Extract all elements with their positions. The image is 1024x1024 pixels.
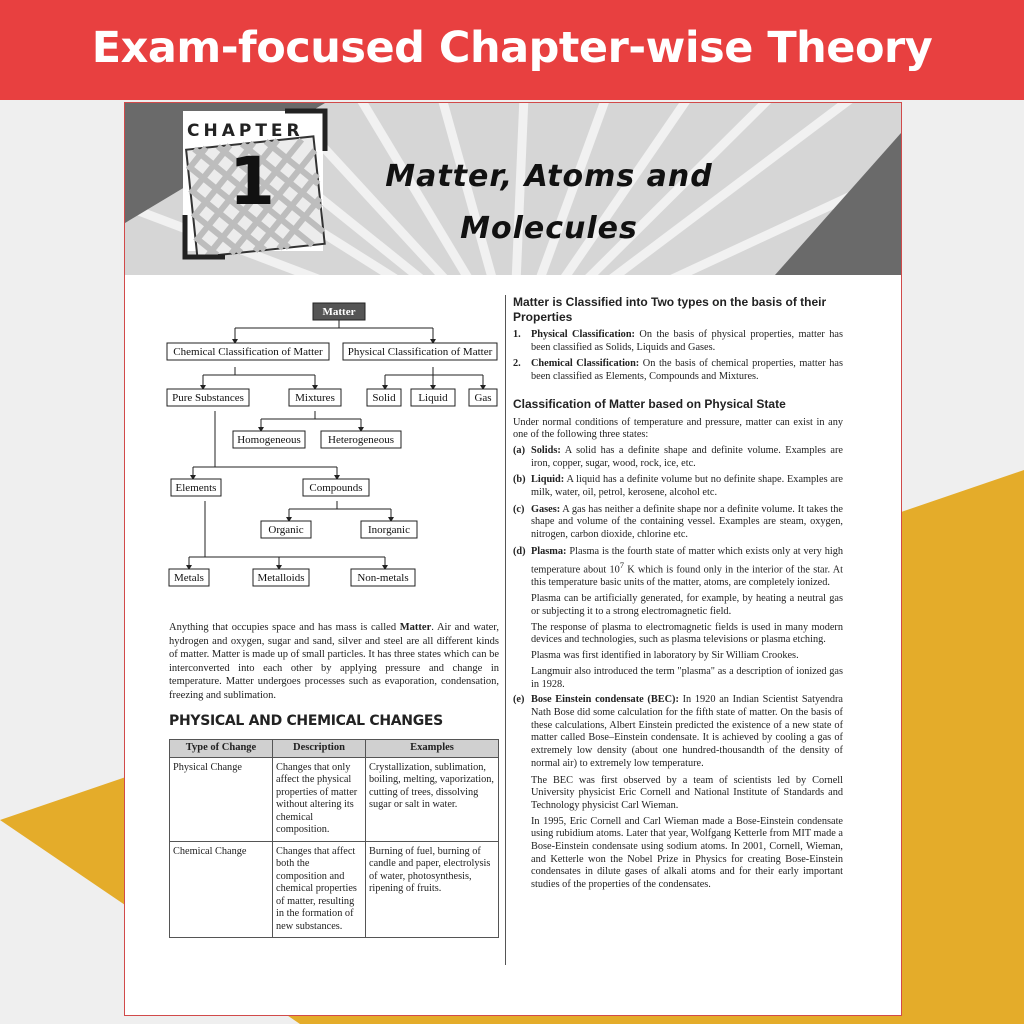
table-row	[170, 757, 499, 841]
node-elements: Elements	[175, 482, 217, 494]
right-column	[513, 295, 843, 895]
item-term: Chemical Classification:	[531, 358, 640, 370]
table-cell: Changes that affect both the composition and chemical properties of matter, resulting in the formation of new substances.	[273, 841, 366, 938]
item-marker: (d)	[513, 545, 526, 557]
table-row	[170, 841, 499, 938]
table-cell: Changes that only affect the physical properties of matter without altering its chemical composition.	[273, 757, 366, 841]
item-marker: 2.	[513, 358, 521, 370]
item-marker: 1.	[513, 329, 521, 340]
item-term: Physical Classification:	[531, 329, 635, 340]
node-heterogeneous: Heterogeneous	[328, 434, 394, 446]
matter-classification-diagram	[165, 295, 505, 605]
item-text: In 1920 an Indian Scientist Satyendra Nath Bose did some calculation for the fifth state of matter. On the basis of these calculations, Albert Einstein predicted the existence of a new state of matter called Bose–Einstein condensate. It is achieved by cooling a gas of extremely low density (about one hundred-thousandth of the density of normal air) to extremely low temperature.	[531, 694, 843, 769]
item-term: Bose Einstein condensate (BEC):	[531, 694, 679, 706]
item-term: Plasma:	[531, 545, 567, 557]
heading-physical-state: Classification of Matter based on Physical State	[513, 396, 786, 411]
col-examples: Examples	[366, 740, 499, 758]
col-description: Description	[273, 740, 366, 758]
banner-title: Exam-focused Chapter-wise Theory	[0, 0, 1024, 100]
item-marker: (a)	[513, 444, 526, 456]
bec-paragraph: The BEC was first observed by a team of scientists led by Cornell University physicist Eric Cornell and National Institute of Standards and Technology physicist Carl Wieman.	[531, 774, 843, 811]
item-marker: (e)	[513, 694, 525, 706]
item-marker: (b)	[513, 474, 526, 486]
node-metalloids: Metalloids	[257, 572, 305, 584]
chapter-label: CHAPTER	[187, 121, 304, 141]
plasma-paragraph: Plasma was first identified in laboratory by Sir William Crookes.	[531, 650, 799, 662]
item-text: On the basis of chemical properties, matter has been classified as Elements, Compounds and Mixtures.	[531, 358, 843, 383]
table-cell: Burning of fuel, burning of candle and paper, electrolysis of water, photosynthesis, ripening of fruits.	[366, 841, 499, 938]
item-text: On the basis of physical properties, matter has been classified as Solids, Liquids and Gases.	[531, 329, 843, 353]
chapter-number: 1	[229, 143, 275, 220]
intro-bold-term: Matter	[399, 622, 432, 633]
node-metals: Metals	[174, 572, 204, 584]
node-pure-substances: Pure Substances	[172, 392, 244, 404]
chapter-title-line-1: Matter, Atoms and	[385, 159, 713, 194]
node-matter: Matter	[322, 306, 356, 318]
item-term: Solids:	[531, 444, 561, 456]
table-cell: Chemical Change	[170, 841, 273, 938]
node-chemical-classification: Chemical Classification of Matter	[173, 346, 323, 358]
col-type: Type of Change	[170, 740, 273, 758]
table-cell: Crystallization, sublimation, boiling, melting, vaporization, cutting of trees, dissolving sugar or salt in water.	[366, 757, 499, 841]
book-page	[124, 102, 902, 1016]
bec-paragraph: In 1995, Eric Cornell and Carl Wieman made a Bose-Einstein condensate using rubidium atoms. Later that year, Wolfgang Ketterle from MIT made a Bose-Einstein condensate using sodium atoms. In 2001, Cornell, Wieman, and Ketterle won the Nobel Prize in Physics for creating Bose-Einstein condensates in dilute gases of alkali atoms and for their early important studies of the properties of the condensates.	[531, 815, 843, 891]
item-marker: (c)	[513, 503, 525, 515]
list-item-bec	[513, 694, 843, 770]
node-organic: Organic	[268, 524, 304, 536]
list-item	[513, 358, 843, 383]
item-term: Liquid:	[531, 474, 565, 486]
list-item	[513, 504, 843, 542]
changes-table	[169, 739, 499, 938]
node-physical-classification: Physical Classification of Matter	[347, 346, 493, 358]
node-gas: Gas	[474, 392, 492, 404]
item-text: A solid has a definite shape and definite volume. Examples are iron, copper, sugar, wood, rock, ice, etc.	[531, 444, 843, 469]
node-compounds: Compounds	[309, 482, 363, 494]
item-text: A gas has neither a definite shape nor a definite volume. It takes the shape and volume of the containing vessel. Examples are steam, oxygen, nitrogen, carbon dioxide, chlorine etc.	[531, 503, 843, 541]
node-homogeneous: Homogeneous	[237, 434, 301, 446]
intro-paragraph	[169, 621, 499, 702]
list-item	[513, 474, 843, 499]
node-liquid: Liquid	[418, 392, 448, 404]
intro-text-1: Anything that occupies space and has mass is called	[169, 622, 400, 633]
item-text: A liquid has a definite volume but no definite shape. Examples are milk, water, oil, petrol, kerosene, alcohol etc.	[531, 474, 843, 499]
node-inorganic: Inorganic	[368, 524, 410, 536]
column-divider	[505, 295, 506, 965]
node-non-metals: Non-metals	[357, 572, 409, 584]
physical-state-intro: Under normal conditions of temperature and pressure, matter can exist in any one of the following three states:	[513, 416, 843, 441]
item-term: Gases:	[531, 503, 561, 515]
node-solid: Solid	[372, 392, 396, 404]
plasma-paragraph: Langmuir also introduced the term "plasma" as a description of ionized gas in 1928.	[531, 665, 843, 690]
table-cell: Physical Change	[170, 757, 273, 841]
plasma-paragraph: The response of plasma to electromagnetic fields is used in many modern devices and technologies, such as plasma televisions or plasma etching.	[531, 621, 843, 646]
intro-text-2: . Air and water, hydrogen and oxygen, sugar and sand, silver and steel are all different kinds of matter. Matter is made up of small particles. It has three states which can be interconverted into each other by applying pressure and change in temperature. Matter undergoes processes such as evaporation, condensation, freezing and sublimation.	[169, 622, 499, 701]
section-heading-changes: PHYSICAL AND CHEMICAL CHANGES	[169, 713, 443, 729]
list-item-plasma	[513, 546, 843, 590]
chapter-title-line-2: Molecules	[460, 211, 638, 246]
plasma-paragraph: Plasma can be artificially generated, for example, by heating a neutral gas or subjecting it to a strong electromagnetic field.	[531, 593, 843, 618]
list-item	[513, 329, 843, 354]
item-text: K which is found only in the interior of the star. At this temperature basic units of the matter, atoms, are completely ionized.	[531, 563, 843, 588]
chapter-title	[349, 151, 749, 255]
heading-classification-types: Matter is Classified into Two types on the basis of their Properties	[513, 295, 827, 324]
node-mixtures: Mixtures	[295, 392, 335, 404]
item-text: Plasma is the fourth state of matter which exists only at very high temperature about 10	[531, 545, 843, 575]
exponent: 7	[619, 559, 625, 570]
list-item	[513, 445, 843, 470]
table-header-row	[170, 740, 499, 758]
